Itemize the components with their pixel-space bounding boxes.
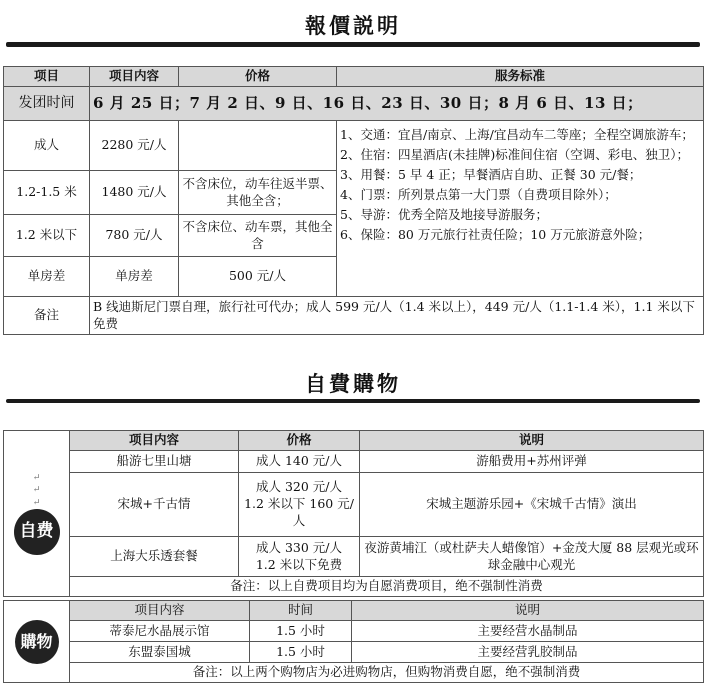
row-desc: 夜游黄埔江（或杜萨夫人蜡像馆）+金茂大厦 88 层观光或环球金融中心观光 bbox=[360, 537, 704, 577]
selfpay-row bbox=[4, 451, 704, 473]
row-price: 500 元/人 bbox=[179, 257, 337, 297]
shopping-header-row bbox=[4, 601, 704, 621]
row-price: 成人 330 元/人 1.2 米以下免费 bbox=[239, 537, 360, 577]
selfpay-note: 备注：以上自费项目均为自愿消费项目，绝不强制性消费 bbox=[70, 577, 704, 597]
row-price bbox=[179, 121, 337, 171]
shopping-table bbox=[3, 600, 704, 683]
row-desc: 主要经营乳胶制品 bbox=[352, 642, 704, 663]
service-item: 3、用餐：5 早 4 正；早餐酒店自助、正餐 30 元/餐； bbox=[340, 167, 642, 182]
row-content: 宋城+千古情 bbox=[70, 473, 239, 537]
quote-header-row bbox=[4, 67, 704, 87]
quote-table bbox=[3, 66, 704, 335]
return-mark: ↵ bbox=[32, 485, 41, 496]
return-mark: ↵ bbox=[32, 497, 41, 508]
header-time: 时间 bbox=[250, 601, 352, 621]
row-price: 不含床位、动车票，其他全含 bbox=[179, 215, 337, 257]
service-item: 1、交通：宜昌/南京、上海/宜昌动车二等座；全程空调旅游车； bbox=[340, 127, 694, 142]
title-underline bbox=[6, 42, 700, 47]
row-item: 1.2-1.5 米 bbox=[4, 171, 90, 215]
note-label: 备注 bbox=[4, 297, 90, 335]
return-mark: ↵ bbox=[32, 473, 41, 484]
row-desc: 宋城主题游乐园+《宋城千古情》演出 bbox=[360, 473, 704, 537]
selfpay-section-title: 自費購物 bbox=[305, 371, 401, 396]
row-desc: 游船费用+苏州评弹 bbox=[360, 451, 704, 473]
selfpay-row bbox=[4, 537, 704, 577]
shopping-row bbox=[4, 621, 704, 642]
shopping-row bbox=[4, 642, 704, 663]
row-item: 1.2 米以下 bbox=[4, 215, 90, 257]
header-price: 价格 bbox=[239, 431, 360, 451]
row-content: 单房差 bbox=[90, 257, 179, 297]
row-item: 成人 bbox=[4, 121, 90, 171]
selfpay-badge-cell bbox=[4, 431, 70, 597]
service-item: 2、住宿：四星酒店(未挂牌)标准间住宿（空调、彩电、独卫）； bbox=[340, 147, 689, 162]
header-desc: 说明 bbox=[360, 431, 704, 451]
service-item: 6、保险：80 万元旅行社责任险；10 万元旅游意外险； bbox=[340, 227, 651, 242]
shopping-badge: 購物 bbox=[15, 620, 59, 664]
service-item: 4、门票：所列景点第一大门票（自费项目除外）； bbox=[340, 187, 617, 202]
row-desc: 主要经营水晶制品 bbox=[352, 621, 704, 642]
row-content: 1480 元/人 bbox=[90, 171, 179, 215]
price-row-adult bbox=[4, 121, 704, 171]
depart-row bbox=[4, 87, 704, 121]
selfpay-note-row bbox=[4, 577, 704, 597]
header-desc: 说明 bbox=[352, 601, 704, 621]
shopping-note: 备注：以上两个购物店为必进购物店，但购物消费自愿，绝不强制消费 bbox=[70, 663, 704, 683]
selfpay-badge: 自费 bbox=[14, 509, 60, 555]
quote-section-title: 報價説明 bbox=[305, 13, 401, 38]
selfpay-table bbox=[3, 430, 704, 597]
shopping-badge-cell bbox=[4, 601, 70, 683]
row-price: 成人 140 元/人 bbox=[239, 451, 360, 473]
service-item: 5、导游：优秀全陪及地接导游服务； bbox=[340, 207, 548, 222]
row-content: 780 元/人 bbox=[90, 215, 179, 257]
header-content: 项目内容 bbox=[70, 601, 250, 621]
row-content: 2280 元/人 bbox=[90, 121, 179, 171]
selfpay-row bbox=[4, 473, 704, 537]
shopping-note-row bbox=[4, 663, 704, 683]
header-item: 项目 bbox=[4, 67, 90, 87]
row-content: 蒂泰尼水晶展示馆 bbox=[70, 621, 250, 642]
row-content: 东盟泰国城 bbox=[70, 642, 250, 663]
depart-dates: 6 月 25 日；7 月 2 日、9 日、16 日、23 日、30 日；8 月 6 日、13 日； bbox=[90, 87, 704, 121]
service-standards bbox=[337, 121, 704, 297]
row-price: 不含床位，动车往返半票、其他全含； bbox=[179, 171, 337, 215]
row-item: 单房差 bbox=[4, 257, 90, 297]
row-content: 船游七里山塘 bbox=[70, 451, 239, 473]
depart-label: 发团时间 bbox=[4, 87, 90, 121]
row-content: 上海大乐透套餐 bbox=[70, 537, 239, 577]
row-price: 成人 320 元/人 1.2 米以下 160 元/人 bbox=[239, 473, 360, 537]
note-text: B 线迪斯尼门票自理，旅行社可代办；成人 599 元/人（1.4 米以上），449 元/人（1.1-1.4 米），1.1 米以下免费 bbox=[90, 297, 704, 335]
header-content: 项目内容 bbox=[70, 431, 239, 451]
row-time: 1.5 小时 bbox=[250, 642, 352, 663]
quote-note-row bbox=[4, 297, 704, 335]
selfpay-header-row bbox=[4, 431, 704, 451]
title-underline bbox=[6, 399, 700, 403]
row-time: 1.5 小时 bbox=[250, 621, 352, 642]
header-price: 价格 bbox=[179, 67, 337, 87]
header-content: 项目内容 bbox=[90, 67, 179, 87]
header-service: 服务标准 bbox=[337, 67, 704, 87]
